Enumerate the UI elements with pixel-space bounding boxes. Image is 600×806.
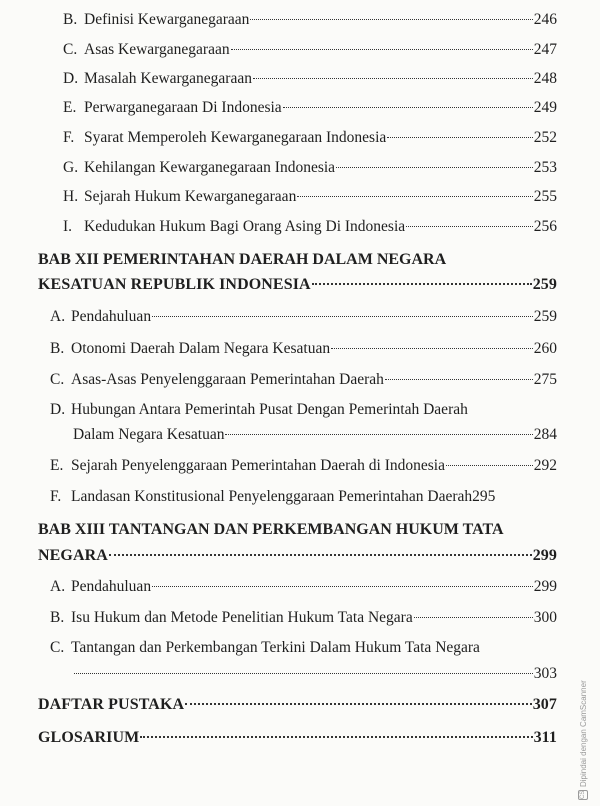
- toc-entry[interactable]: [50, 370, 557, 390]
- dot-leader: [250, 19, 532, 20]
- toc-entry[interactable]: [63, 98, 557, 118]
- toc-entry-d-line2[interactable]: [73, 425, 557, 445]
- entry-page: 300: [533, 609, 557, 626]
- entry-page: 303: [533, 665, 557, 682]
- toc-entry[interactable]: [50, 456, 557, 476]
- toc-entry[interactable]: [63, 69, 557, 89]
- entry-page: 295: [472, 488, 496, 505]
- entry-letter: F.: [50, 488, 62, 505]
- scanner-watermark: [578, 680, 588, 800]
- toc-entry[interactable]: [50, 339, 557, 359]
- dot-leader: [414, 617, 533, 618]
- entry-page: 299: [533, 578, 557, 595]
- toc-entry[interactable]: [63, 217, 557, 237]
- dot-leader: [336, 167, 533, 168]
- entry-title: Kehilangan Kewarganegaraan Indonesia: [84, 159, 336, 176]
- entry-letter: A.: [50, 578, 66, 595]
- entry-title: Kedudukan Hukum Bagi Orang Asing Di Indonesia: [84, 218, 406, 235]
- toc-entry[interactable]: [63, 40, 557, 60]
- chapter-heading-bab12[interactable]: [38, 275, 557, 295]
- toc-entry[interactable]: [50, 577, 557, 597]
- entry-letter: F.: [63, 129, 75, 146]
- entry-page: 247: [533, 41, 557, 58]
- entry-letter: C.: [50, 371, 65, 388]
- entry-title: Tantangan dan Perkembangan Terkini Dalam Hukum Tata Negara: [71, 639, 480, 656]
- entry-letter: E.: [63, 99, 77, 116]
- toc-entry-d-line1[interactable]: [50, 400, 468, 420]
- dot-leader: [283, 107, 533, 108]
- entry-title: Sejarah Penyelenggaraan Pemerintahan Daerah di Indonesia: [71, 457, 445, 474]
- entry-letter: I.: [63, 218, 73, 235]
- dot-leader: [253, 78, 533, 79]
- entry-title: Pendahuluan: [71, 308, 152, 325]
- toc-entry-c-line1[interactable]: [50, 638, 480, 658]
- entry-title: Asas Kewarganegaraan: [84, 41, 230, 58]
- entry-title: Hubungan Antara Pemerintah Pusat Dengan Pemerintah Daerah: [71, 401, 468, 418]
- dot-leader: [152, 586, 533, 587]
- entry-letter: C.: [50, 639, 65, 656]
- entry-page: 249: [533, 99, 557, 116]
- dot-leader: [312, 283, 532, 285]
- entry-letter: C.: [63, 41, 78, 58]
- camscanner-logo-icon: CS: [580, 790, 586, 799]
- entry-title: Landasan Konstitusional Penyelenggaraan Pemerintahan Daerah: [71, 488, 473, 505]
- entry-letter: H.: [63, 188, 79, 205]
- entry-letter: G.: [63, 159, 79, 176]
- entry-title: Otonomi Daerah Dalam Negara Kesatuan: [71, 340, 331, 357]
- toc-entry[interactable]: [63, 10, 557, 30]
- dot-leader: [331, 348, 533, 349]
- entry-title: Definisi Kewarganegaraan: [84, 11, 250, 28]
- entry-letter: A.: [50, 308, 66, 325]
- toc-daftar-pustaka[interactable]: [38, 695, 557, 715]
- dot-leader: [109, 554, 532, 556]
- watermark-text: Dipindai dengan CamScanner: [578, 680, 588, 787]
- toc-entry[interactable]: [50, 608, 557, 628]
- toc-entry[interactable]: [50, 307, 557, 327]
- entry-page: 292: [533, 457, 557, 474]
- entry-title: Sejarah Hukum Kewarganegaraan: [84, 188, 297, 205]
- entry-letter: B.: [63, 11, 78, 28]
- dot-leader: [297, 196, 532, 197]
- chapter-page: 259: [532, 276, 557, 293]
- entry-page: 275: [533, 371, 557, 388]
- entry-letter: E.: [50, 457, 64, 474]
- chapter-heading-line1: BAB XIII TANTANGAN DAN PERKEMBANGAN HUKUM TATA: [38, 521, 504, 538]
- dot-leader: [446, 465, 533, 466]
- entry-page: 248: [533, 70, 557, 87]
- dot-leader: [140, 736, 532, 738]
- dot-leader: [406, 226, 533, 227]
- dot-leader: [231, 49, 533, 50]
- toc-entry[interactable]: [63, 128, 557, 148]
- section-title: DAFTAR PUSTAKA: [38, 696, 185, 713]
- chapter-title: KESATUAN REPUBLIK INDONESIA: [38, 276, 311, 293]
- entry-page: 259: [533, 308, 557, 325]
- entry-page: 260: [533, 340, 557, 357]
- chapter-heading-line1: BAB XII PEMERINTAHAN DAERAH DALAM NEGARA: [38, 251, 447, 268]
- entry-title: Perwarganegaraan Di Indonesia: [84, 99, 282, 116]
- section-page: 311: [533, 729, 557, 746]
- entry-letter: B.: [50, 340, 65, 357]
- entry-title: Syarat Memperoleh Kewarganegaraan Indonesia: [84, 129, 387, 146]
- entry-page: 252: [533, 129, 557, 146]
- entry-title: Asas-Asas Penyelenggaraan Pemerintahan Daerah: [71, 371, 384, 388]
- dot-leader: [152, 316, 533, 317]
- entry-page: 256: [533, 218, 557, 235]
- dot-leader: [385, 379, 533, 380]
- section-page: 307: [532, 696, 557, 713]
- section-title: GLOSARIUM: [38, 729, 140, 746]
- toc-entry[interactable]: [63, 158, 557, 178]
- toc-entry[interactable]: [50, 487, 495, 507]
- chapter-heading-bab13[interactable]: [38, 546, 557, 566]
- entry-page: 253: [533, 159, 557, 176]
- entry-title-continued: Dalam Negara Kesatuan: [73, 426, 225, 443]
- toc-glosarium[interactable]: [38, 728, 557, 748]
- dot-leader: [185, 703, 532, 705]
- dot-leader: [225, 434, 532, 435]
- entry-title: Isu Hukum dan Metode Penelitian Hukum Tata Negara: [71, 609, 413, 626]
- toc-entry-c-line2[interactable]: [73, 664, 557, 684]
- toc-entry[interactable]: [63, 187, 557, 207]
- entry-letter: D.: [50, 401, 66, 418]
- chapter-page: 299: [532, 547, 557, 564]
- entry-page: 255: [533, 188, 557, 205]
- entry-title: Pendahuluan: [71, 578, 152, 595]
- entry-letter: B.: [50, 609, 65, 626]
- entry-title: Masalah Kewarganegaraan: [84, 70, 252, 87]
- entry-page: 246: [533, 11, 557, 28]
- chapter-title: NEGARA: [38, 547, 108, 564]
- entry-page: 284: [533, 426, 557, 443]
- entry-letter: D.: [63, 70, 79, 87]
- dot-leader: [387, 137, 532, 138]
- dot-leader: [74, 673, 533, 674]
